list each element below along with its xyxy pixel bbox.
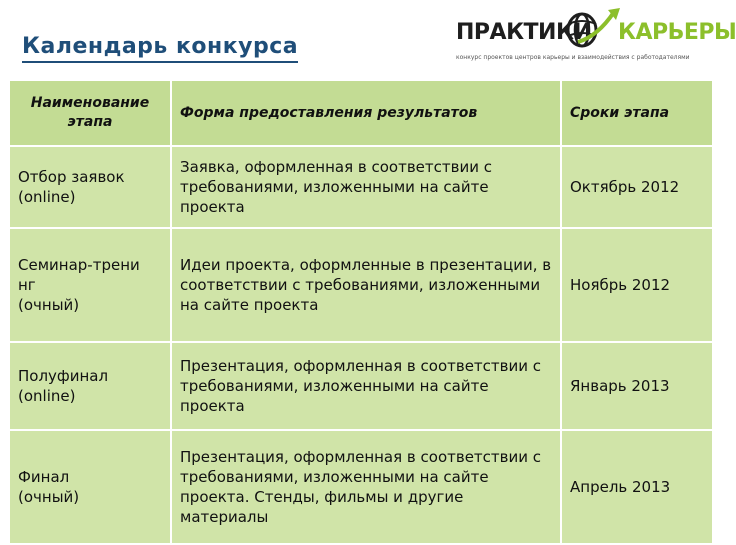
format-cell: Презентация, оформленная в соответствии с требованиями, изложенными на сайте проекта. Стенды, фильмы и другие материалы — [171, 430, 561, 544]
table-header-row — [9, 80, 713, 146]
logo-emblem-icon — [558, 6, 622, 52]
table-row — [9, 146, 713, 228]
date-cell: Октябрь 2012 — [561, 146, 713, 228]
stage-name: Семинар-трени нг — [18, 255, 140, 294]
table-row — [9, 342, 713, 430]
stage-name: Финал — [18, 467, 70, 486]
contest-schedule-table — [8, 79, 714, 545]
stage-mode: (online) — [18, 387, 76, 405]
stage-mode: (очный) — [18, 296, 80, 315]
date-cell: Январь 2013 — [561, 342, 713, 430]
format-cell: Презентация, оформленная в соответствии с требованиями, изложенными на сайте проекта — [171, 342, 561, 430]
stage-mode: (очный) — [18, 488, 80, 506]
stage-mode: (online) — [18, 188, 76, 206]
page-title: Календарь конкурса — [22, 34, 298, 63]
brand-logo — [450, 6, 736, 72]
table-row — [9, 228, 713, 342]
format-cell: Заявка, оформленная в соответствии с требованиями, изложенными на сайте проекта — [171, 146, 561, 228]
logo-tagline: конкурс проектов центров карьеры и взаимодействия с работодателями — [456, 54, 690, 61]
header-stage: Наименование этапа — [9, 80, 171, 146]
date-cell: Апрель 2013 — [561, 430, 713, 544]
stage-name: Отбор заявок — [18, 167, 125, 186]
date-cell: Ноябрь 2012 — [561, 228, 713, 342]
stage-cell — [9, 342, 171, 430]
stage-name: Полуфинал — [18, 366, 109, 385]
stage-cell — [9, 430, 171, 544]
stage-cell — [9, 228, 171, 342]
format-cell: Идеи проекта, оформленные в презентации, в соответствии с требованиями, изложенными на сайте проекта — [171, 228, 561, 342]
header-format: Форма предоставления результатов — [171, 80, 561, 146]
header-deadline: Сроки этапа — [561, 80, 713, 146]
table-row — [9, 430, 713, 544]
logo-word-karery: КАРЬЕРЫ — [618, 20, 736, 45]
stage-cell — [9, 146, 171, 228]
logo-word-praktiki: ПРАКТИКИ — [456, 20, 592, 45]
